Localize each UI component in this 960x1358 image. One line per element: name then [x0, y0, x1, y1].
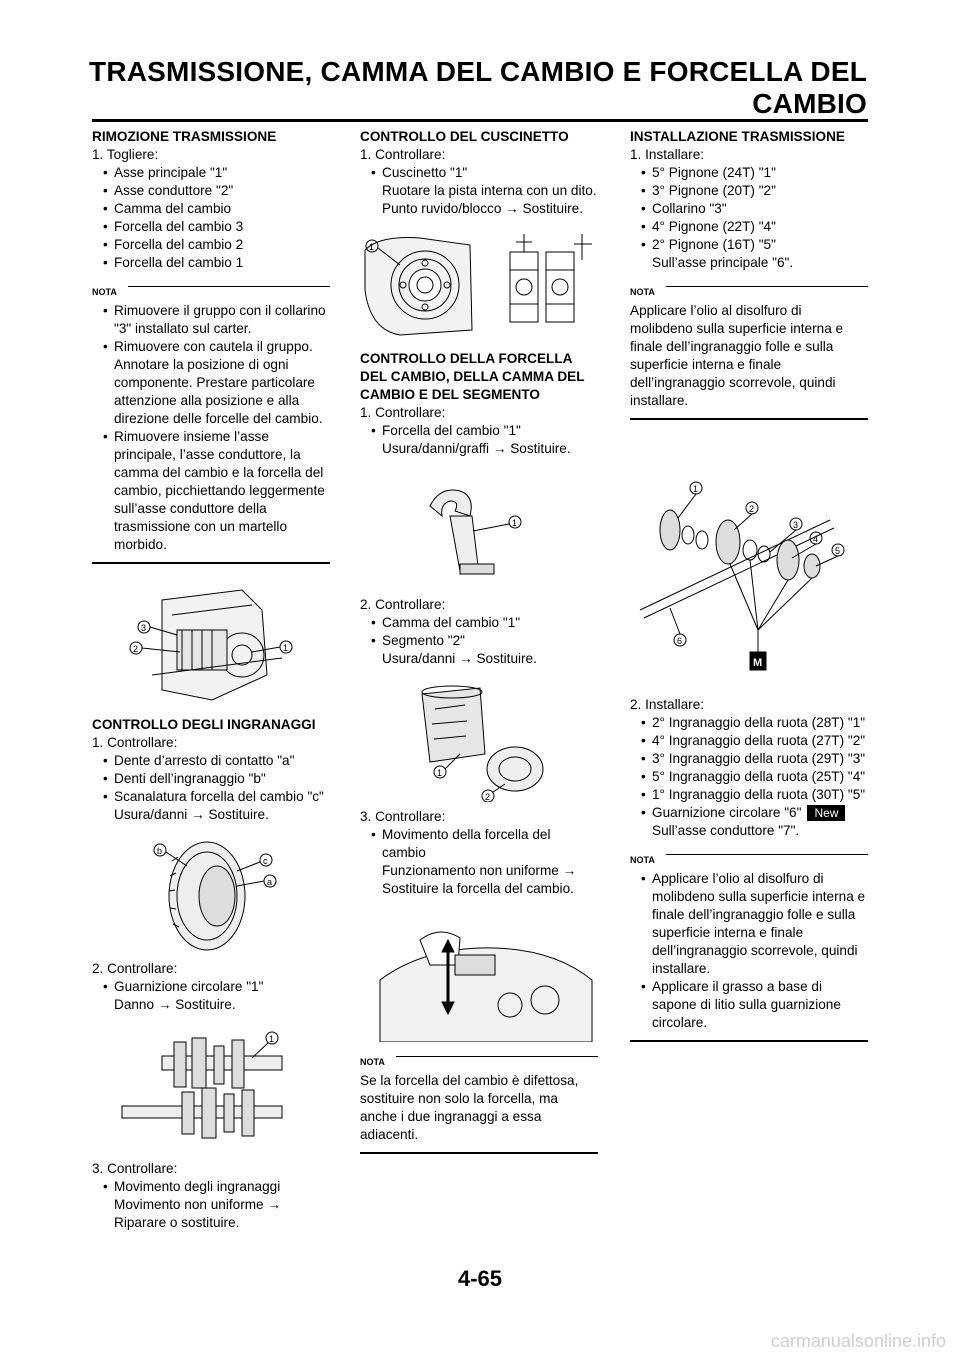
step-label: 2. Controllare: [360, 597, 446, 612]
note-rule [666, 286, 868, 287]
note-label: NOTA [92, 287, 117, 297]
result-text: Usura/danni → Sostituire. [382, 651, 537, 666]
note-item: • Applicare il grasso a base di sapone di litio sulla guarnizione circolare. [630, 978, 868, 1032]
shafts-illustration [92, 1028, 330, 1152]
body-text: Sull’asse conduttore "7". [652, 823, 800, 838]
shift-fork-illustration [360, 476, 598, 586]
list-item: • Asse principale "1" [92, 164, 330, 182]
column-middle [360, 128, 598, 1154]
note-item: • Rimuovere insieme l’asse principale, l’asse conduttore, la camma del cambio e la forcella del cambio, picchiettando leggermente sull’asse conduttore della trasmissione con un martello morbido. [92, 428, 330, 554]
column-left [92, 128, 330, 1232]
list-item: • 3° Ingranaggio della ruota (29T) "3" [630, 750, 868, 768]
callout-1: 1 [437, 768, 443, 778]
note-box [630, 278, 868, 420]
step-label: 3. Controllare: [92, 1161, 178, 1176]
figure-shift-fork [360, 476, 598, 586]
note-label: NOTA [630, 287, 655, 297]
note-box [630, 846, 868, 1042]
list-item: • Segmento "2" [360, 632, 598, 650]
title-rule [92, 119, 868, 122]
result-text: Usura/danni/graffi → Sostituire. [382, 441, 571, 456]
list-item: • 1° Ingranaggio della ruota (30T) "5" [630, 786, 868, 804]
step-label: 1. Controllare: [360, 405, 446, 420]
note-end-rule [92, 562, 330, 564]
note-rule [666, 854, 868, 855]
note-rule [396, 1056, 598, 1057]
figure-transmission-removal [92, 580, 330, 710]
callout-3: 3 [793, 520, 799, 530]
callout-2: 2 [133, 644, 139, 654]
list-item: • Cuscinetto "1" [360, 164, 598, 182]
figure-gear [92, 836, 330, 956]
callout-c: c [263, 856, 268, 866]
page-title-line1: TRASMISSIONE, CAMMA DEL CAMBIO E FORCELLA DEL [89, 56, 867, 87]
section-heading-fork-cam: CONTROLLO DELLA FORCELLA DEL CAMBIO, DELLA CAMMA DEL CAMBIO E DEL SEGMENTO [360, 351, 585, 402]
list-item: • 2° Pignone (16T) "5" [630, 236, 868, 254]
step-label: 1. Installare: [630, 147, 705, 162]
list-item: • Forcella del cambio "1" [360, 422, 598, 440]
list-item: • Asse conduttore "2" [92, 182, 330, 200]
list-item: • 5° Pignone (24T) "1" [630, 164, 868, 182]
moly-oil-icon: M [753, 657, 763, 669]
body-text: Ruotare la pista interna con un dito. [382, 183, 597, 198]
step-label: 2. Installare: [630, 697, 705, 712]
result-text: Funzionamento non uniforme → Sostituire la forcella del cambio. [382, 863, 577, 896]
figure-shift-cam [360, 684, 598, 802]
page-title-line2: CAMBIO [752, 88, 867, 119]
new-badge: New [807, 805, 845, 821]
list-item: • 5° Ingranaggio della ruota (25T) "4" [630, 768, 868, 786]
list-item: • Guarnizione circolare "1" [92, 978, 330, 996]
callout-3: 3 [141, 623, 147, 633]
main-shaft-illustration [630, 480, 868, 680]
note-end-rule [630, 418, 868, 420]
note-item: • Rimuovere con cautela il gruppo. Annotare la posizione di ogni componente. Prestare particolare attenzione alla posizione e alla direzione delle forcelle del cambio. [92, 338, 330, 428]
callout-2: 2 [749, 504, 755, 514]
gear-illustration [92, 836, 330, 956]
list-item: • 2° Ingranaggio della ruota (28T) "1" [630, 714, 868, 732]
callout-5: 5 [835, 546, 841, 556]
note-box [360, 1048, 598, 1154]
list-item: • Movimento degli ingranaggi [92, 1178, 330, 1196]
note-box [92, 278, 330, 564]
list-item: • Forcella del cambio 1 [92, 254, 330, 272]
note-item: • Applicare l’olio al disolfuro di molibdeno sulla superficie interna e finale dell’ingranaggio folle e sulla superficie interna e finale dell’ingranaggio scorrevole, quindi installare. [630, 870, 868, 978]
note-end-rule [630, 1040, 868, 1042]
section-heading-bearing: CONTROLLO DEL CUSCINETTO [360, 129, 569, 144]
callout-1: 1 [512, 518, 518, 528]
callout-6: 6 [677, 636, 683, 646]
note-end-rule [360, 1152, 598, 1154]
note-label: NOTA [630, 855, 655, 865]
list-item: • Collarino "3" [630, 200, 868, 218]
list-item: • Dente d’arresto di contatto "a" [92, 752, 330, 770]
callout-4: 4 [813, 534, 819, 544]
watermark: carmanualsonline.info [770, 1331, 946, 1351]
result-text: Usura/danni → Sostituire. [114, 807, 269, 822]
note-text: Se la forcella del cambio è difettosa, sostituire non solo la forcella, ma anche i due ingranaggi a essa adiacenti. [360, 1073, 579, 1142]
step-label: 1. Togliere: [92, 147, 159, 162]
callout-2: 2 [485, 792, 491, 802]
callout-1: 1 [283, 643, 289, 653]
result-text: Danno → Sostituire. [114, 997, 236, 1012]
section-heading-install: INSTALLAZIONE TRASMISSIONE [630, 129, 845, 144]
note-text: Applicare l’olio al disolfuro di molibdeno sulla superficie interna e finale dell’ingranaggio folle e sulla superficie interna e finale dell’ingranaggio scorrevole, quindi installare. [630, 303, 844, 408]
list-item: • Forcella del cambio 2 [92, 236, 330, 254]
callout-1: 1 [693, 484, 699, 494]
list-item: • Camma del cambio "1" [360, 614, 598, 632]
list-item-text: Guarnizione circolare "6" [652, 805, 802, 820]
figure-bearing [360, 230, 598, 342]
section-heading-gears: CONTROLLO DEGLI INGRANAGGI [92, 717, 316, 732]
list-item: • Forcella del cambio 3 [92, 218, 330, 236]
result-text: Movimento non uniforme → Riparare o sostituire. [114, 1197, 281, 1230]
section-heading-removal: RIMOZIONE TRASMISSIONE [92, 129, 277, 144]
list-item: • 4° Pignone (22T) "4" [630, 218, 868, 236]
list-item: • Movimento della forcella del cambio [360, 826, 598, 862]
callout-b: b [157, 846, 163, 856]
callout-1: 1 [369, 242, 375, 252]
step-label: 1. Controllare: [92, 735, 178, 750]
figure-main-shaft-assembly [630, 480, 868, 680]
step-label: 2. Controllare: [92, 961, 178, 976]
figure-fork-movement [360, 910, 598, 1042]
note-rule [128, 286, 330, 287]
result-text: Punto ruvido/blocco → Sostituire. [382, 201, 583, 216]
callout-a: a [267, 877, 273, 887]
list-item: • Denti dell’ingranaggio "b" [92, 770, 330, 788]
figure-shafts [92, 1028, 330, 1152]
page-number: 4-65 [457, 1266, 503, 1291]
step-label: 1. Controllare: [360, 147, 446, 162]
list-item: • Scanalatura forcella del cambio "c" [92, 788, 330, 806]
list-item: • 3° Pignone (20T) "2" [630, 182, 868, 200]
note-label: NOTA [360, 1057, 385, 1067]
transmission-illustration [92, 580, 330, 710]
callout-1: 1 [269, 1034, 275, 1044]
list-item: • 4° Ingranaggio della ruota (27T) "2" [630, 732, 868, 750]
shift-cam-illustration [360, 684, 598, 802]
body-text: Sull’asse principale "6". [652, 255, 794, 270]
step-label: 3. Controllare: [360, 809, 446, 824]
column-right [630, 128, 868, 1042]
fork-movement-illustration [360, 910, 598, 1042]
list-item-new [630, 804, 868, 822]
bearing-illustration [360, 230, 598, 342]
list-item: • Camma del cambio [92, 200, 330, 218]
note-item: • Rimuovere il gruppo con il collarino "3" installato sul carter. [92, 302, 330, 338]
